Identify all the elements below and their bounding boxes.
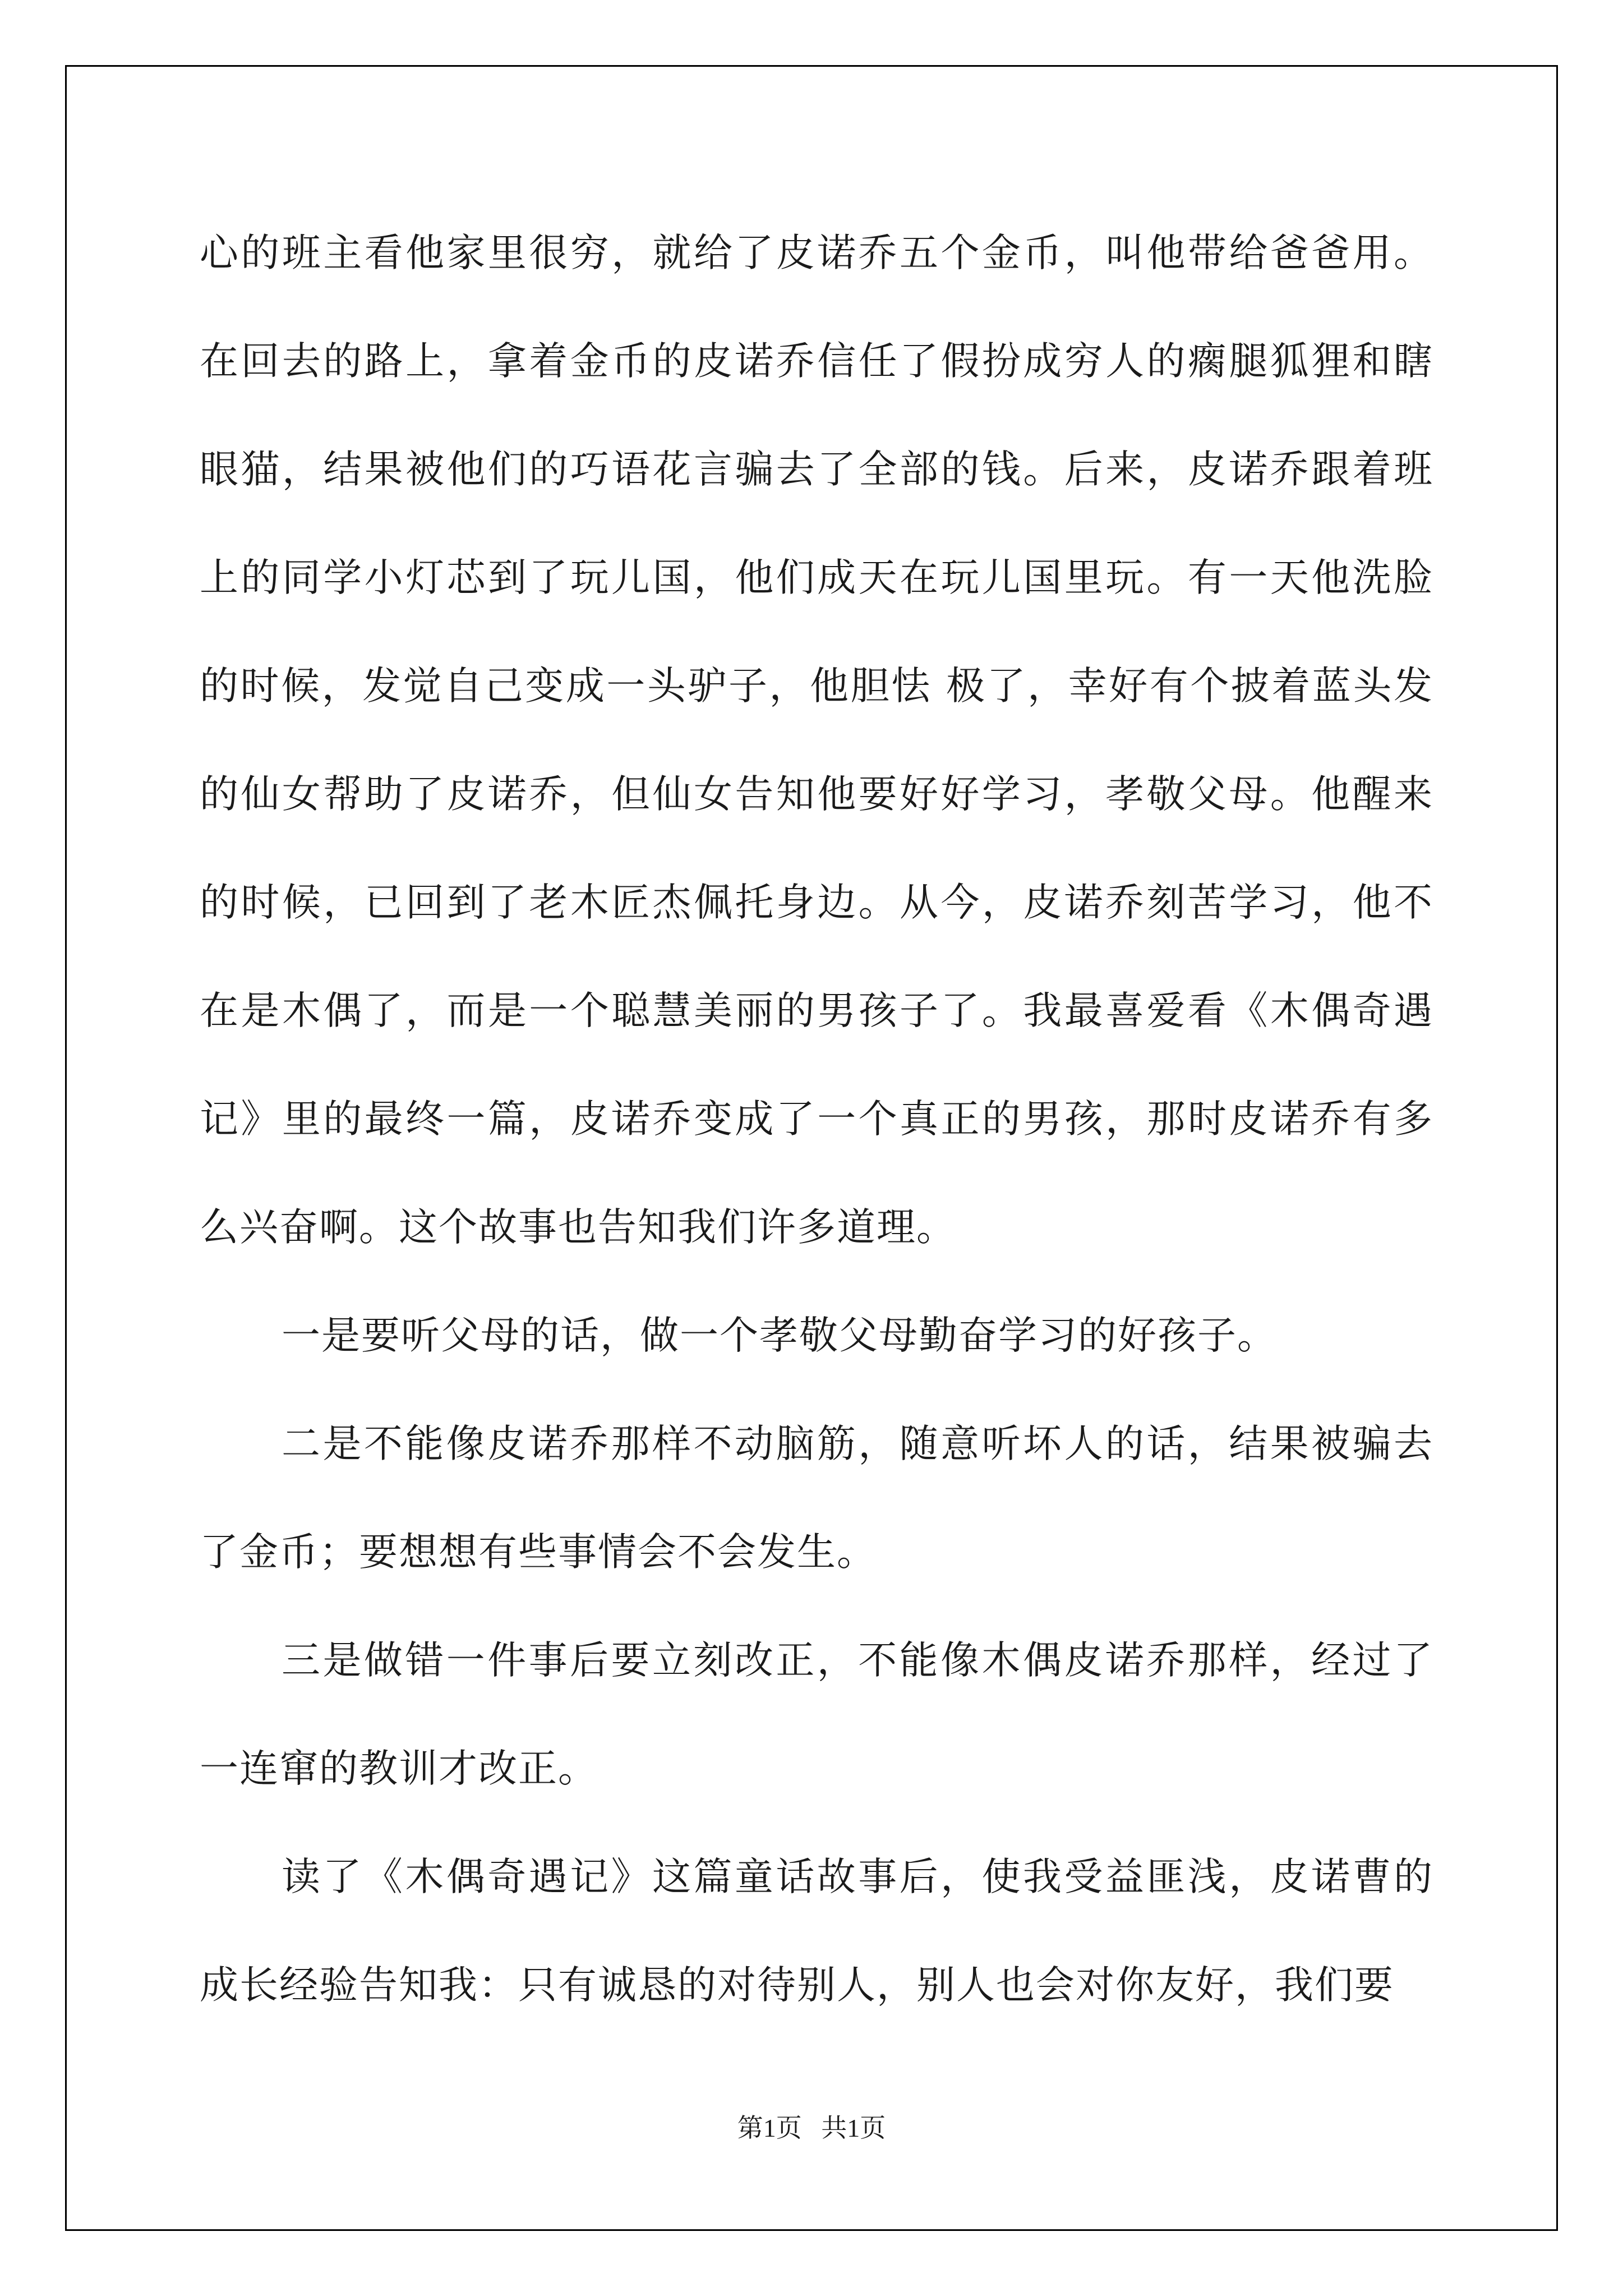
page-number-footer: 第1页 共1页 bbox=[737, 2114, 886, 2142]
paragraph-5: 读了《木偶奇遇记》这篇童话故事后，使我受益匪浅，皮诺曹的成长经验告知我：只有诚恳的对待别人，别人也会对你友好，我们要 bbox=[200, 1855, 1433, 2008]
paragraph-2: 一是要听父母的话，做一个孝敬父母勤奋学习的好孩子。 bbox=[282, 1313, 1277, 1358]
paragraph-3: 二是不能像皮诺乔那样不动脑筋，随意听坏人的话，结果被骗去了金币；要想想有些事情会不会发生。 bbox=[200, 1421, 1433, 1575]
paragraph-1: 心的班主看他家里很穷，就给了皮诺乔五个金币，叫他带给爸爸用。在回去的路上，拿着金币的皮诺乔信任了假扮成穷人的瘸腿狐狸和瞎眼猫，结果被他们的巧语花言骗去了全部的钱。后来，皮诺乔跟着班上的同学小灯芯到了玩儿国，他们成天在玩儿国里玩。有一天他洗脸的时候，发觉自己变成一头驴子，他胆怯 极了，幸好有个披着蓝头发的仙女帮助了皮诺乔，但仙女告知他要好好学习，孝敬父母。他醒来的时候，已回到了老木匠杰佩托身边。从今，皮诺乔刻苦学习，他不在是木偶了，而是一个聪慧美丽的男孩子了。我最喜爱看《木偶奇遇记》里的最终一篇，皮诺乔变成了一个真正的男孩，那时皮诺乔有多么兴奋啊。这个故事也告知我们许多道理。 bbox=[200, 231, 1433, 1250]
paragraph-4: 三是做错一件事后要立刻改正，不能像木偶皮诺乔那样，经过了一连窜的教训才改正。 bbox=[200, 1638, 1433, 1791]
document-body bbox=[200, 199, 1433, 2040]
